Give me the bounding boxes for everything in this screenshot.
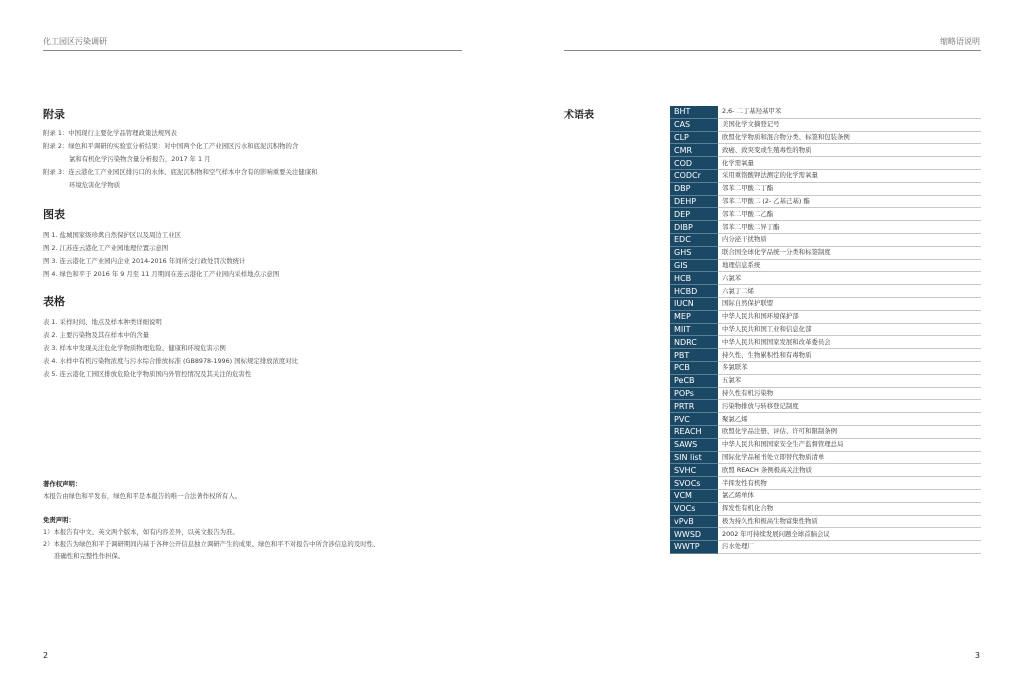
glossary-abbr: VOCs [670, 502, 718, 515]
figure-item: 图 2. 江苏连云港化工产业园地理位置示意图 [43, 244, 169, 252]
copyright-text: 本报告由绿色和平发布，绿色和平是本报告的唯一合法著作权所有人。 [43, 492, 242, 500]
glossary-row [670, 451, 981, 464]
glossary-row [670, 349, 981, 362]
tables-title: 表格 [43, 295, 65, 308]
glossary-row [670, 323, 981, 336]
glossary-abbr: POPs [670, 387, 718, 400]
glossary-definition: 国际化学品秘书处立即替代物质清单 [718, 451, 981, 464]
copyright-title: 著作权声明： [43, 480, 82, 488]
glossary-row [670, 106, 981, 118]
disclaimer-notice [43, 514, 379, 562]
table-item: 表 3. 样本中发现关注危化学物质物理危险、健康和环境危害示例 [43, 344, 226, 352]
glossary-row [670, 400, 981, 413]
glossary-abbr: CMR [670, 144, 718, 157]
glossary-abbr: CAS [670, 118, 718, 131]
glossary-definition: 2,6- 二丁基羟基甲苯 [718, 106, 981, 118]
right-header-rule [564, 50, 981, 51]
right-header-title: 缩略语说明 [940, 37, 980, 46]
appendix-item: 附录 1：中国现行主要化学品管理政策法规列表 [43, 129, 177, 137]
glossary-abbr: WWTP [670, 541, 718, 554]
glossary-row [670, 169, 981, 182]
glossary-abbr: CLP [670, 131, 718, 144]
table-item: 表 2. 主要污染物及其在样本中的含量 [43, 331, 150, 339]
left-header-title: 化工园区污染调研 [43, 37, 107, 46]
appendix-item: 附录 3：连云港化工产业园区排污口的水体、底泥沉积物和空气样本中含有的影响重要关注健康和 [43, 168, 318, 176]
glossary-row [670, 297, 981, 310]
glossary-definition: 挥发性有机化合物 [718, 502, 981, 515]
glossary-row [670, 246, 981, 259]
glossary-row [670, 272, 981, 285]
glossary-row [670, 157, 981, 170]
glossary-definition: 致癌、致突变或生殖毒性的物质 [718, 144, 981, 157]
glossary-abbr: PRTR [670, 400, 718, 413]
glossary-abbr: PCB [670, 361, 718, 374]
glossary-abbr: CODCr [670, 169, 718, 182]
glossary-abbr: DIBP [670, 221, 718, 234]
glossary-row [670, 502, 981, 515]
glossary-definition: 化学需氧量 [718, 157, 981, 170]
glossary-abbr: DBP [670, 182, 718, 195]
tables-list [43, 316, 298, 381]
glossary-row [670, 182, 981, 195]
glossary-definition: 内分泌干扰物质 [718, 233, 981, 246]
appendix-title: 附录 [43, 108, 65, 121]
appendix-item: 氯和有机化学污染物含量分析报告，2017 年 1 月 [69, 155, 211, 163]
glossary-abbr: DEP [670, 208, 718, 221]
glossary-abbr: PeCB [670, 374, 718, 387]
glossary-abbr: SVHC [670, 464, 718, 477]
glossary-row [670, 195, 981, 208]
glossary-abbr: VCM [670, 489, 718, 502]
glossary-abbr: IUCN [670, 297, 718, 310]
glossary-row [670, 489, 981, 502]
glossary-row [670, 144, 981, 157]
figure-item: 图 1. 盐城国家级珍禽自然保护区以及周边工业区 [43, 231, 181, 239]
glossary-abbr: HCB [670, 272, 718, 285]
glossary-row [670, 477, 981, 490]
glossary-row [670, 374, 981, 387]
glossary-abbr: vPvB [670, 515, 718, 528]
glossary-abbr: WWSD [670, 528, 718, 541]
glossary-definition: 中华人民共和国国家安全生产监督管理总局 [718, 438, 981, 451]
glossary-definition: 极为持久性和极高生物富集性物质 [718, 515, 981, 528]
glossary-abbr: COD [670, 157, 718, 170]
figures-list [43, 229, 279, 281]
disclaimer-item: 1）本报告有中文、英文两个版本，如有内容差异，以英文报告为准。 [43, 528, 239, 536]
appendix-item: 环境危害化学物质 [69, 181, 121, 189]
glossary-definition: 中华人民共和国工业和信息化部 [718, 323, 981, 336]
glossary-definition: 采用重铬酸钾法测定的化学需氧量 [718, 169, 981, 182]
glossary-definition: 邻苯二甲酸二乙酯 [718, 208, 981, 221]
glossary-definition: 美国化学文摘登记号 [718, 118, 981, 131]
glossary-abbr: PBT [670, 349, 718, 362]
copyright-notice [43, 478, 241, 502]
disclaimer-item: 准确性和完整性作担保。 [54, 552, 125, 560]
table-item: 表 5. 连云港化工园区排放危险化学物质国内外管控情况及其关注的危害性 [43, 370, 252, 378]
glossary-row [670, 285, 981, 298]
glossary-abbr: MIIT [670, 323, 718, 336]
glossary-definition: 中华人民共和国环境保护部 [718, 310, 981, 323]
glossary-definition: 污水处理厂 [718, 541, 981, 554]
glossary-definition: 地理信息系统 [718, 259, 981, 272]
glossary-row [670, 208, 981, 221]
glossary-title: 术语表 [564, 110, 594, 121]
glossary-definition: 氯乙烯单体 [718, 489, 981, 502]
glossary-row [670, 259, 981, 272]
glossary-definition: 中华人民共和国国家发展和改革委员会 [718, 336, 981, 349]
glossary-row [670, 413, 981, 426]
glossary-row [670, 541, 981, 554]
table-item: 表 1. 采样时间、地点及样本种类详细说明 [43, 318, 162, 326]
glossary-abbr: MEP [670, 310, 718, 323]
glossary-abbr: PVC [670, 413, 718, 426]
glossary-abbr: DEHP [670, 195, 718, 208]
glossary-abbr: EDC [670, 233, 718, 246]
glossary-row [670, 528, 981, 541]
figure-item: 图 3. 连云港化工产业园内企业 2014-2016 年间所受行政处罚次数统计 [43, 257, 246, 265]
glossary-definition: 六氯苯 [718, 272, 981, 285]
glossary-row [670, 515, 981, 528]
glossary-abbr: NDRC [670, 336, 718, 349]
glossary-definition: 邻苯二甲酸二 (2- 乙基己基) 酯 [718, 195, 981, 208]
glossary-definition: 聚氯乙烯 [718, 413, 981, 426]
glossary-row [670, 387, 981, 400]
glossary-abbr: GIS [670, 259, 718, 272]
glossary-definition: 半挥发性有机物 [718, 477, 981, 490]
glossary-abbr: REACH [670, 425, 718, 438]
glossary-row [670, 361, 981, 374]
glossary-abbr: SVOCs [670, 477, 718, 490]
glossary-abbr: GHS [670, 246, 718, 259]
appendix-list [43, 127, 318, 192]
glossary-row [670, 464, 981, 477]
glossary-definition: 欧盟化学品注册、评估、许可和限制条例 [718, 425, 981, 438]
table-item: 表 4. 水样中有机污染物浓度与污水综合排放标准 (GB8978-1996) 国标规定排放浓度对比 [43, 357, 299, 365]
glossary-definition: 欧盟 REACH 条例极高关注物质 [718, 464, 981, 477]
appendix-item: 附录 2：绿色和平调研的实验室分析结果：对中国两个化工产业园区污水和底泥沉积物的含 [43, 142, 299, 150]
glossary-row [670, 425, 981, 438]
glossary-definition: 邻苯二甲酸二丁酯 [718, 182, 981, 195]
glossary-definition: 2002 年可持续发展问题全球首脑会议 [718, 528, 981, 541]
glossary-definition: 国际自然保护联盟 [718, 297, 981, 310]
disclaimer-item: 2）本报告为绿色和平于调研期间内基于各种公开信息独立调研产生的成果。绿色和平不对报告中所含涉信息的及时性、 [43, 540, 380, 548]
glossary-definition: 邻苯二甲酸二异丁酯 [718, 221, 981, 234]
page-number-right: 3 [974, 651, 980, 660]
glossary-abbr: BHT [670, 106, 718, 118]
disclaimer-title: 免责声明： [43, 516, 75, 524]
glossary-table [670, 106, 981, 554]
glossary-abbr: HCBD [670, 285, 718, 298]
glossary-definition: 联合国全球化学品统一分类和标签制度 [718, 246, 981, 259]
glossary-row [670, 221, 981, 234]
glossary-row [670, 131, 981, 144]
glossary-row [670, 310, 981, 323]
glossary-definition: 污染物排放与转移登记制度 [718, 400, 981, 413]
figure-item: 图 4. 绿色和平于 2016 年 9 月至 11 月期间在连云港化工产业园内采样地点示意图 [43, 270, 280, 278]
glossary-row [670, 336, 981, 349]
glossary-definition: 持久性、生物累积性和有毒物质 [718, 349, 981, 362]
page-number-left: 2 [43, 651, 49, 660]
left-header-rule [43, 50, 462, 51]
figures-title: 图表 [43, 208, 65, 221]
glossary-row [670, 438, 981, 451]
glossary-definition: 六氯丁二烯 [718, 285, 981, 298]
glossary-abbr: SAWS [670, 438, 718, 451]
glossary-definition: 五氯苯 [718, 374, 981, 387]
glossary-definition: 多氯联苯 [718, 361, 981, 374]
glossary-definition: 持久性有机污染物 [718, 387, 981, 400]
glossary-abbr: SIN list [670, 451, 718, 464]
glossary-row [670, 118, 981, 131]
glossary-definition: 欧盟化学物质和混合物分类、标签和包装条例 [718, 131, 981, 144]
glossary-row [670, 233, 981, 246]
